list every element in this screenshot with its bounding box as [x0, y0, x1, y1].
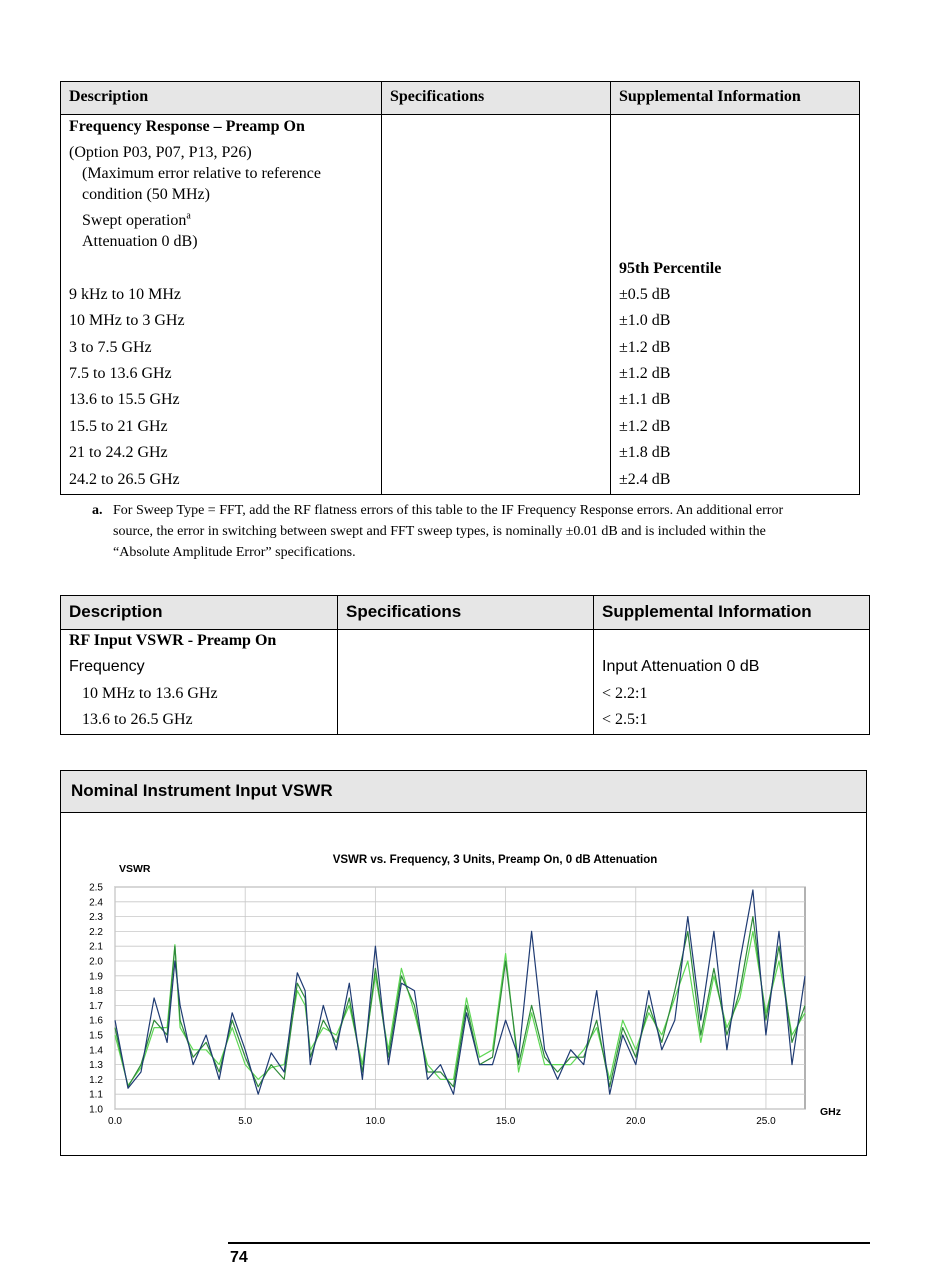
footnote-ref: a [186, 210, 191, 222]
freq-range: 10 MHz to 3 GHz [69, 312, 185, 329]
header-description: Description [69, 602, 163, 621]
y-tick-label: 2.0 [89, 956, 103, 968]
x-tick-label: 10.0 [365, 1116, 386, 1127]
footnote-text: For Sweep Type = FFT, add the RF flatness errors of this table to the IF Frequency Response errors. An additional error source, the error in switching between swept and FFT sweep types, is nominally ±0.01 dB and is included within the “Absolute Amplitude Error” specifications. [113, 503, 784, 560]
x-axis-label: GHz [820, 1106, 841, 1118]
y-tick-label: 1.5 [89, 1030, 103, 1042]
attenuation-label: Input Attenuation 0 dB [602, 658, 760, 675]
y-tick-label: 2.3 [89, 912, 103, 924]
header-supplemental: Supplemental Information [602, 602, 812, 621]
series-line [115, 917, 805, 1087]
flatness-value: ±1.8 dB [619, 444, 671, 461]
y-tick-label: 1.7 [89, 1000, 103, 1012]
section-title: Frequency Response – Preamp On [69, 118, 305, 135]
freq-range: 13.6 to 26.5 GHz [82, 711, 193, 728]
y-axis-label: VSWR [119, 863, 151, 875]
header-specifications: Specifications [346, 602, 462, 621]
y-tick-label: 2.1 [89, 941, 103, 953]
y-tick-label: 1.0 [89, 1104, 103, 1116]
header-description: Description [69, 88, 149, 105]
page-number: 74 [230, 1249, 248, 1266]
frequency-response-table [60, 81, 860, 495]
flatness-value: ±1.2 dB [619, 418, 671, 435]
header-supplemental: Supplemental Information [619, 88, 801, 105]
y-tick-label: 1.2 [89, 1074, 103, 1086]
y-tick-label: 2.4 [89, 897, 103, 909]
attenuation-text: Attenuation 0 dB) [82, 233, 198, 250]
vswr-value: < 2.5:1 [602, 711, 648, 728]
x-tick-label: 5.0 [238, 1116, 253, 1127]
chart-title: VSWR vs. Frequency, 3 Units, Preamp On, 0 dB Attenuation [332, 854, 658, 866]
freq-range: 9 kHz to 10 MHz [69, 286, 181, 303]
swept-operation: Swept operation$^a$ [82, 210, 191, 229]
header-specifications: Specifications [390, 88, 485, 105]
column-divider [610, 82, 611, 494]
frequency-label: Frequency [69, 658, 145, 675]
y-tick-label: 1.3 [89, 1060, 103, 1072]
column-divider [381, 82, 382, 494]
freq-range: 3 to 7.5 GHz [69, 339, 152, 356]
x-tick-label: 0.0 [108, 1116, 122, 1127]
footer-rule [228, 1242, 870, 1244]
column-divider [337, 596, 338, 734]
y-tick-label: 2.2 [89, 926, 103, 938]
flatness-value: ±2.4 dB [619, 471, 671, 488]
flatness-value: ±1.1 dB [619, 391, 671, 408]
y-tick-label: 1.8 [89, 986, 103, 998]
flatness-value: ±1.2 dB [619, 365, 671, 382]
percentile-label: 95th Percentile [619, 260, 722, 277]
flatness-value: ±0.5 dB [619, 286, 671, 303]
freq-range: 10 MHz to 13.6 GHz [82, 685, 218, 702]
column-divider [593, 596, 594, 734]
chart-panel-title: Nominal Instrument Input VSWR [71, 781, 333, 800]
y-tick-label: 1.9 [89, 971, 103, 983]
section-title: RF Input VSWR - Preamp On [69, 632, 277, 649]
flatness-value: ±1.0 dB [619, 312, 671, 329]
freq-range: 15.5 to 21 GHz [69, 418, 168, 435]
max-error-line2: condition (50 MHz) [82, 186, 210, 203]
freq-range: 13.6 to 15.5 GHz [69, 391, 180, 408]
vswr-value: < 2.2:1 [602, 685, 648, 702]
series-line [115, 931, 805, 1085]
x-tick-label: 15.0 [495, 1116, 516, 1127]
freq-range: 21 to 24.2 GHz [69, 444, 168, 461]
x-tick-label: 20.0 [626, 1116, 646, 1127]
flatness-value: ±1.2 dB [619, 339, 671, 356]
vswr-chart-panel [60, 770, 867, 1156]
y-tick-label: 2.5 [89, 882, 103, 894]
y-tick-label: 1.1 [89, 1089, 103, 1101]
vswr-chart [61, 771, 866, 1155]
freq-range: 24.2 to 26.5 GHz [69, 471, 180, 488]
y-tick-label: 1.4 [89, 1045, 103, 1057]
options-text: (Option P03, P07, P13, P26) [69, 144, 252, 161]
max-error-line1: (Maximum error relative to reference [82, 165, 321, 182]
vswr-table [60, 595, 870, 735]
x-tick-label: 25.0 [756, 1116, 776, 1127]
footnote-mark: a. [92, 503, 103, 518]
freq-range: 7.5 to 13.6 GHz [69, 365, 172, 382]
y-tick-label: 1.6 [89, 1015, 103, 1027]
